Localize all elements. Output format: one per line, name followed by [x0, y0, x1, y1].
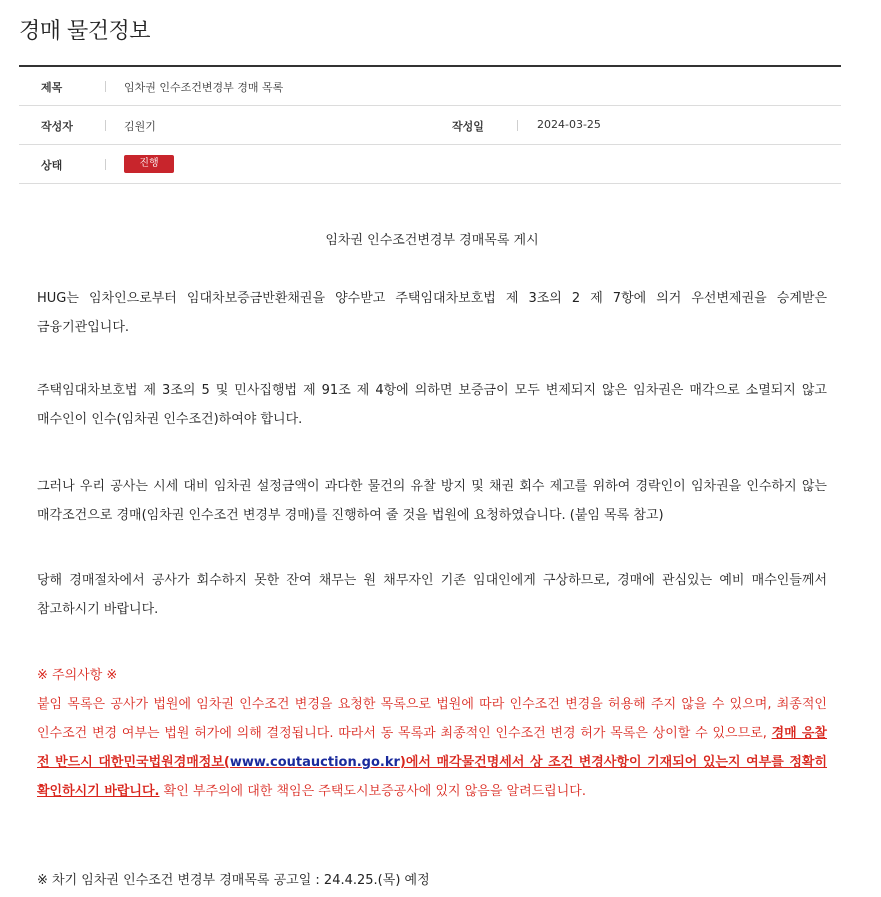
- divider: [517, 120, 518, 131]
- footer-note: ※ 차기 임차권 인수조건 변경부 경매목록 공고일 : 24.4.25.(목) 예정: [37, 873, 430, 888]
- status-label: 상태: [41, 159, 63, 172]
- notice-emphasis-start: 경매 응찰 전 반드시 대한민국법원경매정보(: [37, 726, 827, 770]
- court-auction-link[interactable]: www.coutauction.go.kr: [229, 755, 400, 770]
- content-heading: 임차권 인수조건변경부 경매목록 게시: [325, 233, 539, 248]
- divider: [105, 81, 106, 92]
- notice-emphasis-end: )에서 매각물건명세서 상 조건 변경사항이 기재되어 있는지 여부를 정확히 확인하시기 바랍니다.: [37, 755, 828, 799]
- date-value: 2024-03-25: [537, 118, 601, 131]
- notice-text-after: 확인 부주의에 대한 책임은 주택도시보증공사에 있지 않음을 알려드립니다.: [159, 784, 586, 799]
- paragraph: 그러나 우리 공사는 시세 대비 임차권 설정금액이 과다한 물건의 유찰 방지 및 채권 회수 제고를 위하여 경락인이 임차권을 인수하지 않는 매각조건으로 경매(임차권 인수조건 변경부 경매)를 진행하여 줄 것을 법원에 요청하였습니다. (붙임 목록 참고): [37, 479, 827, 523]
- divider: [105, 120, 106, 131]
- post-meta-table: [19, 65, 841, 184]
- paragraph: 주택임대차보호법 제 3조의 5 및 민사집행법 제 91조 제 4항에 의하면 보증금이 모두 변제되지 않은 임차권은 매각으로 소멸되지 않고 매수인이 인수(임차권 인수조건)하여야 합니다.: [37, 383, 827, 427]
- author-value: 김원기: [124, 120, 156, 133]
- paragraph: HUG는 임차인으로부터 임대차보증금반환채권을 양수받고 주택임대차보호법 제 3조의 2 제 7항에 의거 우선변제권을 승계받은 금융기관입니다.: [37, 291, 827, 335]
- page-title: 경매 물건정보: [19, 19, 151, 44]
- notice-title: ※ 주의사항 ※: [37, 668, 118, 683]
- title-label: 제목: [41, 81, 63, 94]
- meta-row-author: [19, 106, 841, 145]
- author-label: 작성자: [41, 120, 73, 133]
- date-label: 작성일: [452, 120, 484, 133]
- notice-text: 붙임 목록은 공사가 법원에 임차권 인수조건 변경을 요청한 목록으로 법원에 따라 인수조건 변경을 허용해 주지 않을 수 있으며, 최종적인 인수조건 변경 여부는 법원 허가에 의해 결정됩니다. 따라서 동 목록과 최종적인 인수조건 변경 허가 목록은 상이할 수 있으므로,: [37, 697, 827, 741]
- post-title: 임차권 인수조건변경부 경매 목록: [124, 81, 284, 94]
- divider: [105, 159, 106, 170]
- status-badge: 진행: [124, 155, 174, 173]
- meta-row-title: [19, 67, 841, 106]
- meta-row-status: [19, 145, 841, 184]
- paragraph: 당해 경매절차에서 공사가 회수하지 못한 잔여 채무는 원 채무자인 기존 임대인에게 구상하므로, 경매에 관심있는 예비 매수인들께서 참고하시기 바랍니다.: [37, 573, 827, 617]
- notice-body: [37, 690, 827, 806]
